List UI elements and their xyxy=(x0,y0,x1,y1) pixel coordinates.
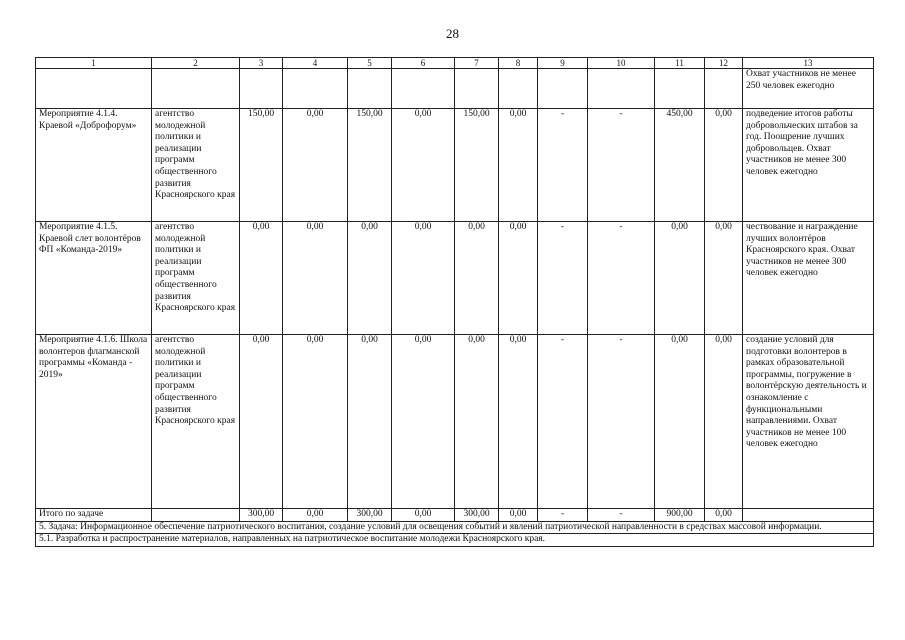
header-cell: 1 xyxy=(36,58,152,69)
value-cell xyxy=(538,69,588,109)
value-cell: 0,00 xyxy=(283,109,348,222)
table-row xyxy=(36,222,874,335)
header-cell: 6 xyxy=(392,58,455,69)
agency-cell xyxy=(152,69,240,109)
result-cell: Охват участников не менее 250 человек ежегодно xyxy=(743,69,874,109)
value-cell: 0,00 xyxy=(705,109,743,222)
total-label: Итого по задаче xyxy=(36,509,152,522)
total-value: 0,00 xyxy=(392,509,455,522)
event-cell xyxy=(36,69,152,109)
value-cell: 150,00 xyxy=(240,109,283,222)
program-table xyxy=(35,57,874,547)
value-cell xyxy=(588,69,655,109)
total-value: 0,00 xyxy=(705,509,743,522)
header-cell: 2 xyxy=(152,58,240,69)
value-cell: 0,00 xyxy=(455,335,499,509)
agency-cell: агентство молодежной политики и реализации программ общественного развития Красноярского края xyxy=(152,222,240,335)
value-cell: 0,00 xyxy=(499,335,538,509)
agency-cell xyxy=(152,509,240,522)
task-5-1-text: 5.1. Разработка и распространение материалов, направленных на патриотическое воспитание молодежи Красноярского края. xyxy=(36,534,874,547)
value-cell: 0,00 xyxy=(705,222,743,335)
task-row xyxy=(36,534,874,547)
total-value: - xyxy=(588,509,655,522)
result-cell xyxy=(743,509,874,522)
value-cell: 0,00 xyxy=(392,335,455,509)
value-cell: 0,00 xyxy=(283,222,348,335)
header-cell: 13 xyxy=(743,58,874,69)
table-row xyxy=(36,109,874,222)
event-cell: Мероприятие 4.1.5. Краевой слет волонтёров ФП «Команда-2019» xyxy=(36,222,152,335)
value-cell: 0,00 xyxy=(499,109,538,222)
result-cell: чествование и награждение лучших волонтёров Красноярского края. Охват участников не менее 300 человек ежегодно xyxy=(743,222,874,335)
value-cell: 150,00 xyxy=(455,109,499,222)
header-cell: 7 xyxy=(455,58,499,69)
value-cell: 0,00 xyxy=(655,335,705,509)
result-cell: подведение итогов работы добровольческих штабов за год. Поощрение лучших добровольцев. Охват участников не менее 300 человек ежегодно xyxy=(743,109,874,222)
agency-cell: агентство молодежной политики и реализации программ общественного развития Красноярского края xyxy=(152,335,240,509)
value-cell: 0,00 xyxy=(240,222,283,335)
value-cell: 0,00 xyxy=(499,222,538,335)
task-5-text: 5. Задача: Информационное обеспечение патриотического воспитания, создание условий для освещения событий и явлений патриотической направленности в средствах массовой информации. xyxy=(36,521,874,534)
value-cell xyxy=(705,69,743,109)
value-cell: 0,00 xyxy=(348,222,392,335)
value-cell xyxy=(655,69,705,109)
value-cell xyxy=(499,69,538,109)
value-cell xyxy=(392,69,455,109)
value-cell: - xyxy=(538,335,588,509)
total-value: 0,00 xyxy=(499,509,538,522)
value-cell xyxy=(348,69,392,109)
total-value: 300,00 xyxy=(348,509,392,522)
header-cell: 8 xyxy=(499,58,538,69)
value-cell: 0,00 xyxy=(655,222,705,335)
header-cell: 3 xyxy=(240,58,283,69)
header-cell: 9 xyxy=(538,58,588,69)
header-cell: 11 xyxy=(655,58,705,69)
value-cell: 0,00 xyxy=(455,222,499,335)
page-number: 28 xyxy=(446,26,459,41)
agency-cell: агентство молодежной политики и реализации программ общественного развития Красноярского края xyxy=(152,109,240,222)
value-cell: 0,00 xyxy=(392,109,455,222)
header-row xyxy=(36,58,874,69)
value-cell: 0,00 xyxy=(705,335,743,509)
value-cell: 150,00 xyxy=(348,109,392,222)
value-cell: 450,00 xyxy=(655,109,705,222)
total-value: 900,00 xyxy=(655,509,705,522)
value-cell: 0,00 xyxy=(392,222,455,335)
value-cell: - xyxy=(538,109,588,222)
total-value: 300,00 xyxy=(240,509,283,522)
value-cell xyxy=(240,69,283,109)
table-row xyxy=(36,69,874,109)
total-row xyxy=(36,509,874,522)
value-cell: 0,00 xyxy=(283,335,348,509)
header-cell: 5 xyxy=(348,58,392,69)
total-value: - xyxy=(538,509,588,522)
header-cell: 12 xyxy=(705,58,743,69)
value-cell xyxy=(283,69,348,109)
task-row xyxy=(36,521,874,534)
table-row xyxy=(36,335,874,509)
total-value: 0,00 xyxy=(283,509,348,522)
event-cell: Мероприятие 4.1.4. Краевой «Доброфорум» xyxy=(36,109,152,222)
total-value: 300,00 xyxy=(455,509,499,522)
value-cell: - xyxy=(588,335,655,509)
value-cell xyxy=(455,69,499,109)
header-cell: 10 xyxy=(588,58,655,69)
event-cell: Мероприятие 4.1.6. Школа волонтеров флагманской программы «Команда - 2019» xyxy=(36,335,152,509)
result-cell: создание условий для подготовки волонтеров в рамках образовательной программы, погружение в волонтёрскую деятельность и ознакомление с функциональными направлениями. Охват участников не менее 100 человек ежегодно xyxy=(743,335,874,509)
header-cell: 4 xyxy=(283,58,348,69)
value-cell: 0,00 xyxy=(240,335,283,509)
value-cell: - xyxy=(588,109,655,222)
value-cell: - xyxy=(588,222,655,335)
value-cell: 0,00 xyxy=(348,335,392,509)
value-cell: - xyxy=(538,222,588,335)
